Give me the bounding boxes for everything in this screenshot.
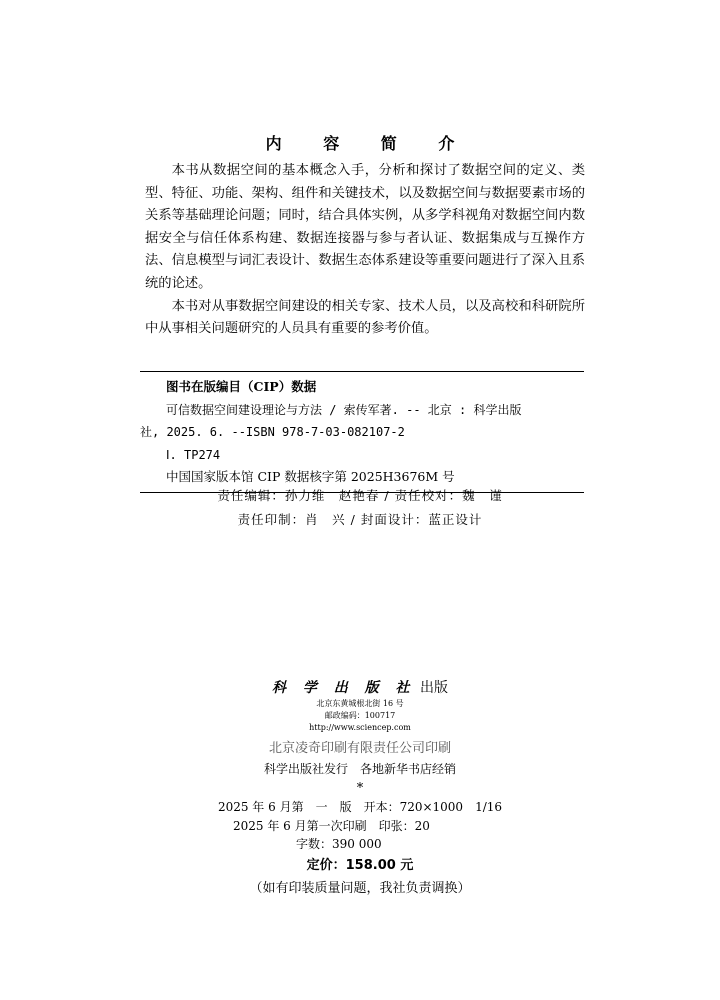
publisher-brand: 科 学 出 版 社 [272, 680, 416, 696]
printing-line: 2025 年 6 月第一次印刷 印张：20 [233, 819, 430, 833]
cip-heading: 图书在版编目（CIP）数据 [166, 379, 317, 394]
publisher-postcode: 邮政编码：100717 [324, 711, 396, 720]
editors-block [0, 484, 720, 532]
cip-block [140, 371, 584, 493]
quality-note: （如有印装质量问题，我社负责调换） [249, 881, 471, 896]
publisher-suffix: 出版 [419, 680, 448, 696]
cip-line-1: 可信数据空间建设理论与方法 / 索传军著. -- 北京 : 科学出版 [166, 402, 522, 417]
page-title: 内 容 简 介 [265, 134, 473, 153]
publisher-name [0, 677, 720, 697]
intro-paragraph-1: 本书从数据空间的基本概念入手，分析和探讨了数据空间的定义、类型、特征、功能、架构、组件和关键技术，以及数据空间与数据要素市场的关系等基础理论问题；同时，结合具体实例，从多学科视角对数据空间内数据安全与信任体系构建、数据连接器与参与者认证、数据集成与互操作方法、信息模型与词汇表设计、数据生态体系建设等重要问题进行了深入且系统的论述。 [145, 163, 585, 291]
edition-line: 2025 年 6 月第 一 版 开本：720×1000 1/16 [217, 800, 503, 814]
publisher-url: http://www.sciencep.com [309, 723, 411, 732]
distribution-line: 科学出版社发行 各地新华书店经销 [263, 762, 456, 776]
intro-paragraph-2: 本书对从事数据空间建设的相关专家、技术人员，以及高校和科研院所中从事相关问题研究的人员具有重要的参考价值。 [145, 298, 585, 337]
editors-line-2: 责任印制：肖 兴 / 封面设计：蓝正设计 [237, 512, 483, 527]
cip-classification: Ⅰ. TP274 [166, 447, 221, 462]
intro-text [145, 160, 585, 341]
separator-star: * [356, 781, 364, 796]
cip-line-2: 社, 2025. 6. --ISBN 978-7-03-082107-2 [140, 425, 405, 439]
cip-record-number: 中国国家版本馆 CIP 数据核字第 2025H3676M 号 [166, 469, 455, 484]
publisher-address: 北京东黄城根北街 16 号 [316, 699, 404, 708]
editors-line-1: 责任编辑：孙力维 赵艳春 / 责任校对：魏 谨 [217, 488, 503, 503]
wordcount-line: 字数：390 000 [296, 837, 382, 851]
price-line: 定价：158.00 元 [306, 858, 414, 873]
printer-line: 北京凌奇印刷有限责任公司印刷 [268, 741, 451, 756]
